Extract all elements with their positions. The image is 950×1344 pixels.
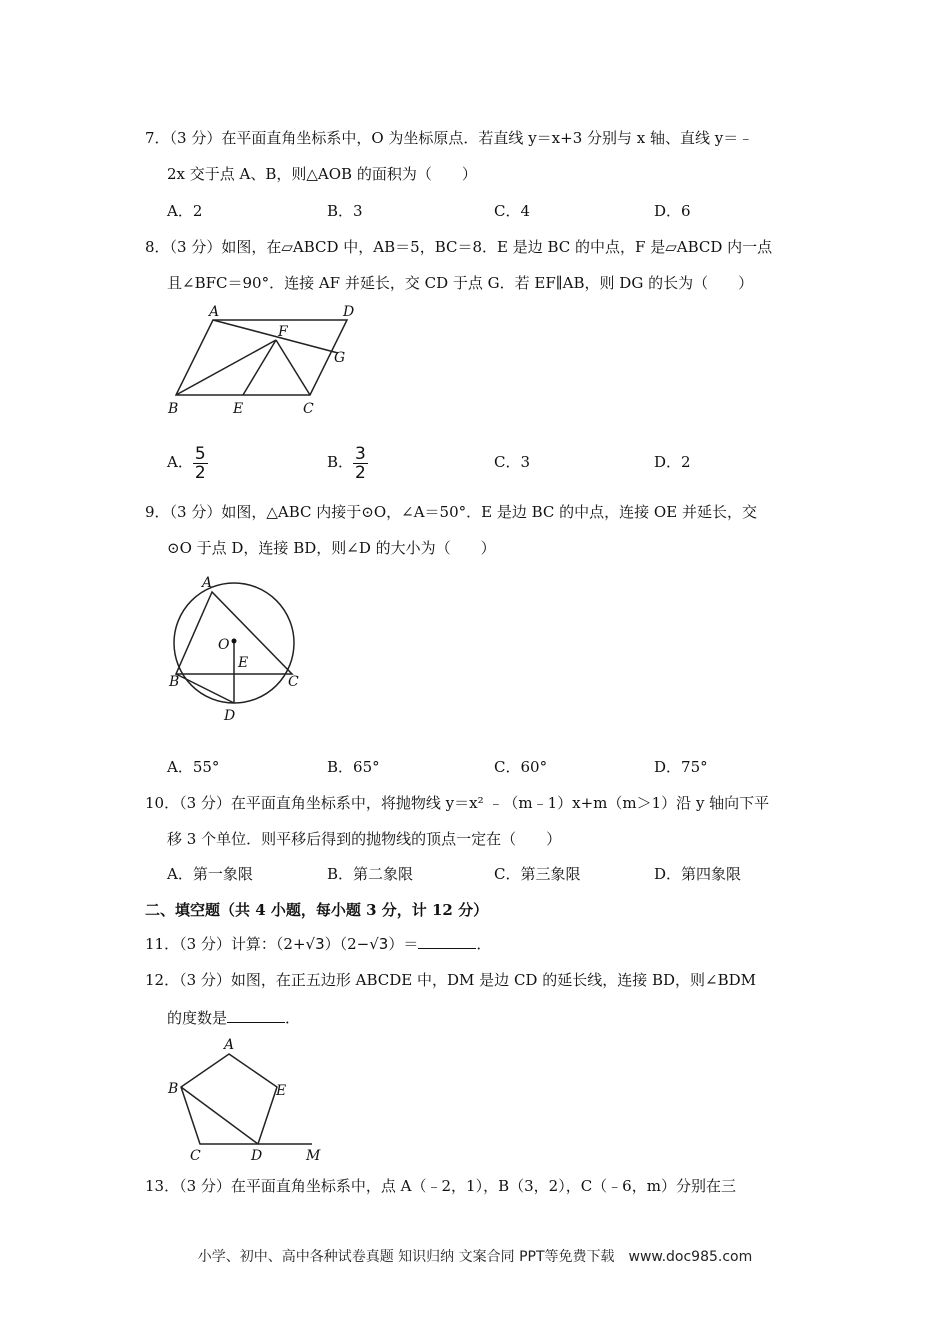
- page-footer: 小学、初中、高中各种试卷真题 知识归纳 文案合同 PPT等免费下载 www.doc985.com: [197, 1249, 753, 1265]
- q10-option-c: C．第三象限: [494, 865, 581, 883]
- q8-label-d: D: [343, 304, 355, 320]
- q12-label-e: E: [276, 1083, 287, 1099]
- q9-option-a: A．55°: [167, 758, 220, 776]
- q9-option-c: C．60°: [494, 758, 548, 776]
- q9-label-o: O: [218, 637, 230, 653]
- q12-answer-blank[interactable]: [227, 1008, 285, 1023]
- q8-parallelogram-figure: [160, 300, 370, 420]
- q12-line2: [167, 1008, 300, 1028]
- q11-root-2: √3: [369, 935, 389, 953]
- q7-option-d: D．6: [654, 202, 691, 220]
- q7-option-b: B．3: [327, 202, 363, 220]
- q8-label-f: F: [278, 324, 288, 340]
- q12-label-a: A: [224, 1037, 235, 1053]
- q7-option-a: A．2: [167, 202, 203, 220]
- q12-line2-prefix: 的度数是: [167, 1009, 228, 1027]
- q11-suffix: ）＝: [388, 935, 419, 953]
- q8-option-c: C．3: [494, 453, 531, 471]
- q8-option-a-denominator: 2: [194, 462, 206, 483]
- q9-line2: ⊙O 于点 D，连接 BD，则∠D 的大小为（ ）: [167, 539, 496, 557]
- q9-label-e: E: [238, 655, 249, 671]
- q11-prefix: 11．（3 分）计算：（2+: [145, 935, 306, 953]
- q8-label-e: E: [233, 401, 244, 417]
- q8-option-b-prefix: B．: [327, 453, 354, 471]
- q11-middle: ）（2−: [324, 935, 370, 953]
- q9-label-a: A: [202, 575, 213, 591]
- q8-option-a-fraction: [193, 445, 208, 482]
- section-2-heading: 二、填空题（共 4 小题，每小题 3 分，计 12 分）: [145, 901, 489, 919]
- q7-line2: 2x 交于点 A、B，则△AOB 的面积为（ ）: [167, 165, 477, 183]
- q11-line: [145, 934, 491, 954]
- q12-line2-suffix: ．: [285, 1009, 301, 1027]
- q8-line2: 且∠BFC＝90°．连接 AF 并延长，交 CD 于点 G．若 EF∥AB，则 DG 的长为（ ）: [167, 274, 754, 292]
- q11-answer-blank[interactable]: [418, 934, 476, 949]
- q8-label-c: C: [303, 401, 314, 417]
- q12-pentagon-figure: [160, 1035, 330, 1165]
- q9-line1: 9．（3 分）如图，△ABC 内接于⊙O，∠A＝50°．E 是边 BC 的中点，连接 OE 并延长，交: [145, 503, 757, 521]
- q8-option-b-numerator: 3: [355, 443, 366, 464]
- q10-option-a: A．第一象限: [167, 865, 253, 883]
- q8-option-b-denominator: 2: [355, 462, 366, 483]
- q12-label-c: C: [190, 1148, 201, 1164]
- q9-option-b: B．65°: [327, 758, 380, 776]
- q12-label-m: M: [306, 1148, 321, 1164]
- q8-option-a-numerator: 5: [194, 443, 206, 464]
- q12-label-b: B: [168, 1081, 179, 1097]
- q8-label-g: G: [334, 350, 346, 366]
- q10-line1: 10．（3 分）在平面直角坐标系中，将抛物线 y＝x² ﹣（m﹣1）x+m（m＞1）沿 y 轴向下平: [145, 794, 770, 812]
- q11-root-1: √3: [305, 935, 325, 953]
- q8-option-a-prefix: A．: [167, 453, 193, 471]
- q9-label-d: D: [224, 708, 236, 724]
- q7-option-c: C．4: [494, 202, 531, 220]
- q9-label-b: B: [169, 674, 180, 690]
- q8-option-d: D．2: [654, 453, 691, 471]
- q13-line1: 13．（3 分）在平面直角坐标系中，点 A（﹣2，1），B（3，2），C（﹣6，m）分别在三: [145, 1177, 736, 1195]
- q8-option-a: [167, 438, 208, 486]
- q8-option-b-fraction: [353, 445, 368, 482]
- q7-line1: 7．（3 分）在平面直角坐标系中，O 为坐标原点．若直线 y＝x+3 分别与 x 轴、直线 y＝﹣: [145, 129, 754, 147]
- q11-end: ．: [476, 935, 492, 953]
- q12-line1: 12．（3 分）如图，在正五边形 ABCDE 中，DM 是边 CD 的延长线，连接 BD，则∠BDM: [145, 971, 757, 989]
- q9-option-d: D．75°: [654, 758, 708, 776]
- q10-line2: 移 3 个单位．则平移后得到的抛物线的顶点一定在（ ）: [167, 830, 562, 848]
- q12-label-d: D: [251, 1148, 263, 1164]
- q9-circle-figure: [160, 570, 320, 730]
- q8-line1: 8．（3 分）如图，在▱ABCD 中，AB＝5，BC＝8．E 是边 BC 的中点，F 是▱ABCD 内一点: [145, 238, 773, 256]
- q9-label-c: C: [288, 674, 299, 690]
- q10-option-d: D．第四象限: [654, 865, 742, 883]
- q8-option-b: [327, 438, 368, 486]
- q10-option-b: B．第二象限: [327, 865, 414, 883]
- q8-label-b: B: [168, 401, 179, 417]
- q8-label-a: A: [209, 304, 220, 320]
